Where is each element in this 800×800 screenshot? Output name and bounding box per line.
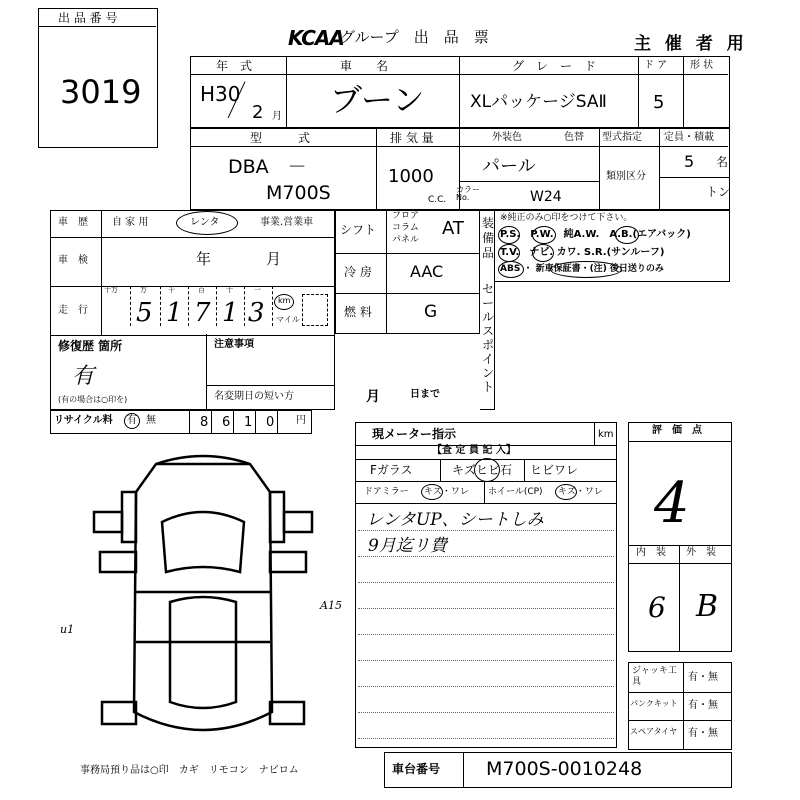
side-mark: A15	[320, 599, 342, 612]
car-name: ブーン	[330, 81, 425, 119]
recycle-digit-3: 1	[244, 415, 253, 430]
model-prefix: DBA －	[228, 156, 307, 178]
repair-note: (有の場合は○印を)	[58, 395, 128, 404]
shape-label: 形 状	[690, 60, 714, 71]
glass-label: Fガラス	[370, 463, 413, 477]
inspection-label: 車 検	[58, 255, 88, 266]
ton-unit: トン	[706, 185, 731, 199]
doors-value: 5	[653, 92, 665, 113]
brand-logo: KCAA	[288, 26, 344, 50]
recycle-yes: 有	[127, 415, 137, 426]
capacity-value: 5	[684, 152, 695, 171]
private-option: 自 家 用	[112, 217, 149, 228]
shift-opt-column: コラム	[392, 223, 419, 233]
capacity-label: 定員・積載	[664, 132, 714, 143]
recycle-digit-2: 6	[222, 415, 231, 430]
interior-grade: 6	[648, 591, 666, 624]
ps-circle	[498, 226, 520, 244]
office-note: 事務局預り品は○印 カギ リモコン ナビロム	[80, 765, 299, 776]
equipment-line-1: P.S. P.W. 純A.W. A.B.(エアバック)	[500, 229, 691, 240]
history-label: 車 歴	[58, 217, 88, 228]
glass-opt-chip: ヒビ石	[476, 463, 513, 477]
year-label: 年 式	[216, 59, 253, 73]
inspection-year-unit: 年	[196, 250, 212, 268]
lot-label: 出 品 番 号	[58, 11, 118, 25]
lot-number: 3019	[60, 73, 142, 111]
mileage-label: 走 行	[58, 305, 88, 316]
repair-value: 有	[72, 364, 95, 389]
fuel-label: 燃 料	[344, 305, 372, 319]
wheel-scratch-circle	[555, 484, 577, 500]
mileage-digit-1: 5	[136, 298, 153, 328]
ab-circle	[615, 226, 639, 244]
notes-label: 注意事項	[214, 339, 254, 350]
score-value: 4	[654, 471, 690, 536]
exterior-label: 外 装	[686, 547, 716, 558]
ac-label: 冷 房	[344, 265, 372, 279]
month-unit: 月	[272, 111, 282, 122]
shift-label: シフト	[340, 223, 377, 237]
abs-circle	[498, 261, 524, 278]
shift-value: AT	[442, 218, 464, 239]
exterior-label: 外装色	[492, 132, 522, 143]
recycle-label: リサイクル料	[54, 415, 113, 426]
wheel-opts: キズ・ワレ	[558, 487, 603, 497]
car-diagram	[92, 452, 314, 752]
spare-opts: 有・無	[688, 728, 718, 739]
mirror-label: ドアミラー	[364, 487, 409, 497]
name-change-month: 月	[366, 389, 380, 405]
exterior-color: パール	[482, 156, 536, 177]
chassis-label: 車台番号	[392, 762, 441, 776]
shift-opt-floor: フロア	[392, 211, 420, 221]
business-option: 事業.営業車	[260, 217, 314, 228]
mirror-scratch-circle	[421, 484, 443, 500]
wheel-label: ホイール(CP)	[488, 487, 543, 497]
model-code: M700S	[266, 182, 331, 204]
car-name-label: 車 名	[340, 59, 389, 73]
inspection-note-2: 9月迄リ費	[368, 536, 447, 556]
mileage-check-box	[302, 294, 328, 326]
equipment-line-3: ABS ・ 新車保証書・(注) 後日送りのみ	[500, 264, 664, 274]
color-code: W24	[530, 189, 562, 205]
inspection-note-1: レンタUP、シートしみ	[366, 510, 544, 530]
glass-chip-circle	[474, 458, 500, 482]
shift-opt-panel: パネル	[392, 235, 420, 245]
name-change-day: 日まで	[410, 389, 440, 400]
recycle-digit-1: 8	[200, 415, 209, 430]
capacity-unit: 名	[716, 155, 729, 169]
left-mark: u1	[60, 623, 75, 636]
glass-opt-scratch: キズ	[452, 463, 476, 477]
yen-unit: 円	[296, 415, 306, 426]
tv-circle	[498, 244, 520, 262]
interior-label: 内 装	[636, 547, 666, 558]
puncture-label: パンクキット	[630, 699, 678, 708]
recycle-no: 無	[146, 415, 156, 426]
warranty-circle	[550, 261, 622, 278]
color-code-label: カラー No.	[456, 185, 480, 202]
displacement-value: 1000	[388, 166, 434, 187]
km-unit: km	[278, 296, 291, 305]
mirror-opts: キズ・ワレ	[424, 487, 469, 497]
displacement-label: 排 気 量	[390, 131, 434, 145]
repair-label: 修復歴 箇所	[58, 339, 123, 353]
mileage-digit-2: 1	[166, 298, 183, 328]
pw-circle	[532, 226, 556, 244]
category-label: 類別区分	[606, 171, 646, 182]
spare-label: スペアタイヤ	[630, 727, 678, 736]
inspection-month-unit: 月	[266, 250, 282, 268]
sheet-title: グループ 出 品 票	[340, 28, 489, 46]
owner-label: 主 催 者 用	[634, 34, 748, 54]
color-no-label: 色替	[564, 132, 584, 143]
doors-label: ド ア	[644, 60, 668, 71]
puncture-opts: 有・無	[688, 700, 718, 711]
rental-option: レンタ	[190, 217, 220, 228]
equipment-line-2: T.V. ナビ. カワ. S.R.(サンルーフ)	[500, 247, 665, 258]
cc-unit: C.C.	[428, 195, 447, 205]
month-value: 2	[252, 102, 264, 123]
fuel-value: G	[424, 302, 438, 322]
mileage-digit-4: 1	[222, 298, 239, 328]
equipment-note: ※純正のみ○印をつけて下さい。	[500, 213, 633, 223]
grade-value: XLパッケージSAⅡ	[470, 92, 607, 112]
jack-opts: 有・無	[688, 672, 718, 683]
ac-value: AAC	[410, 262, 444, 281]
navi-circle	[532, 244, 554, 262]
jack-label: ジャッキ工具	[632, 666, 677, 687]
exterior-grade: B	[696, 589, 719, 624]
glass-opt-crack: ヒビワレ	[530, 463, 579, 477]
recycle-digit-4: 0	[266, 415, 275, 430]
score-label: 評 価 点	[652, 425, 702, 436]
mileage-digit-5: 3	[248, 298, 265, 328]
chassis-number: M700S-0010248	[486, 758, 643, 780]
sales-point-label: セールスポイント	[482, 282, 495, 394]
era-value: H30	[200, 82, 241, 106]
meter-unit: km	[598, 429, 614, 440]
grade-label: グ レ ー ド	[512, 59, 597, 73]
mile-unit: マイル	[276, 315, 300, 324]
name-change-label: 名変期日の短い方	[214, 391, 294, 402]
auction-sheet: 出 品 番 号 3019 KCAA グループ 出 品 票 主 催 者 用 年 式 車 名 グ レ ー ド ド ア 形 状 H30 2 月 ブーン XLパッケージSAⅡ 5 型 式 排 気 量 外装色 色替 型式指定 定員・積載 DBA － M700S 1000 C.C. パール カラー No. W24 類別区分 5 名 トン 車 歴 自 家 用 レンタ 事業.営業車 車 検 年 月 走 行 十万 万 千 百 十 一 5 1 7 1 3 km マイル 修復歴 箇所 有 (有の場合は○印を) 注意事項 名変期日の短い方 月 日まで シフト フロア コラム パネル AT 冷 房 AAC 燃 料 G 装備品 セールスポイント ※純正のみ○印をつけて下さい。 P.S. P.W. 純A.W. A.B.(エアバック) T.V. ナビ. カワ. S.R.(サンルーフ) ABS ・ 新車保証書・(注) 後日送りのみ リサイクル料 有 無 8 6 1 0 円 現メーター指示 km 【査 定 員 記 入】 Fガラス キズ ヒビ石 ヒビワレ ドアミラー キズ・ワレ ホイール(CP) キズ・ワレ レンタUP、シートしみ 9月迄リ費 A15 u1 評 価 点 4 内 装 外 装 6 B ジャッキ工具 パンクキット スペアタイヤ 有・無 有・無 有・無 事務局預り品は○印 カギ リモコン ナビロム 車台番号 M700S-0010248	[0, 0, 800, 800]
model-label: 型 式	[250, 131, 311, 145]
meter-label: 現メーター指示	[372, 427, 457, 441]
report-header: 【査 定 員 記 入】	[432, 445, 516, 456]
mileage-digit-3: 7	[194, 298, 211, 328]
type-cert-label: 型式指定	[602, 132, 642, 143]
equipment-label: 装備品	[482, 216, 495, 260]
